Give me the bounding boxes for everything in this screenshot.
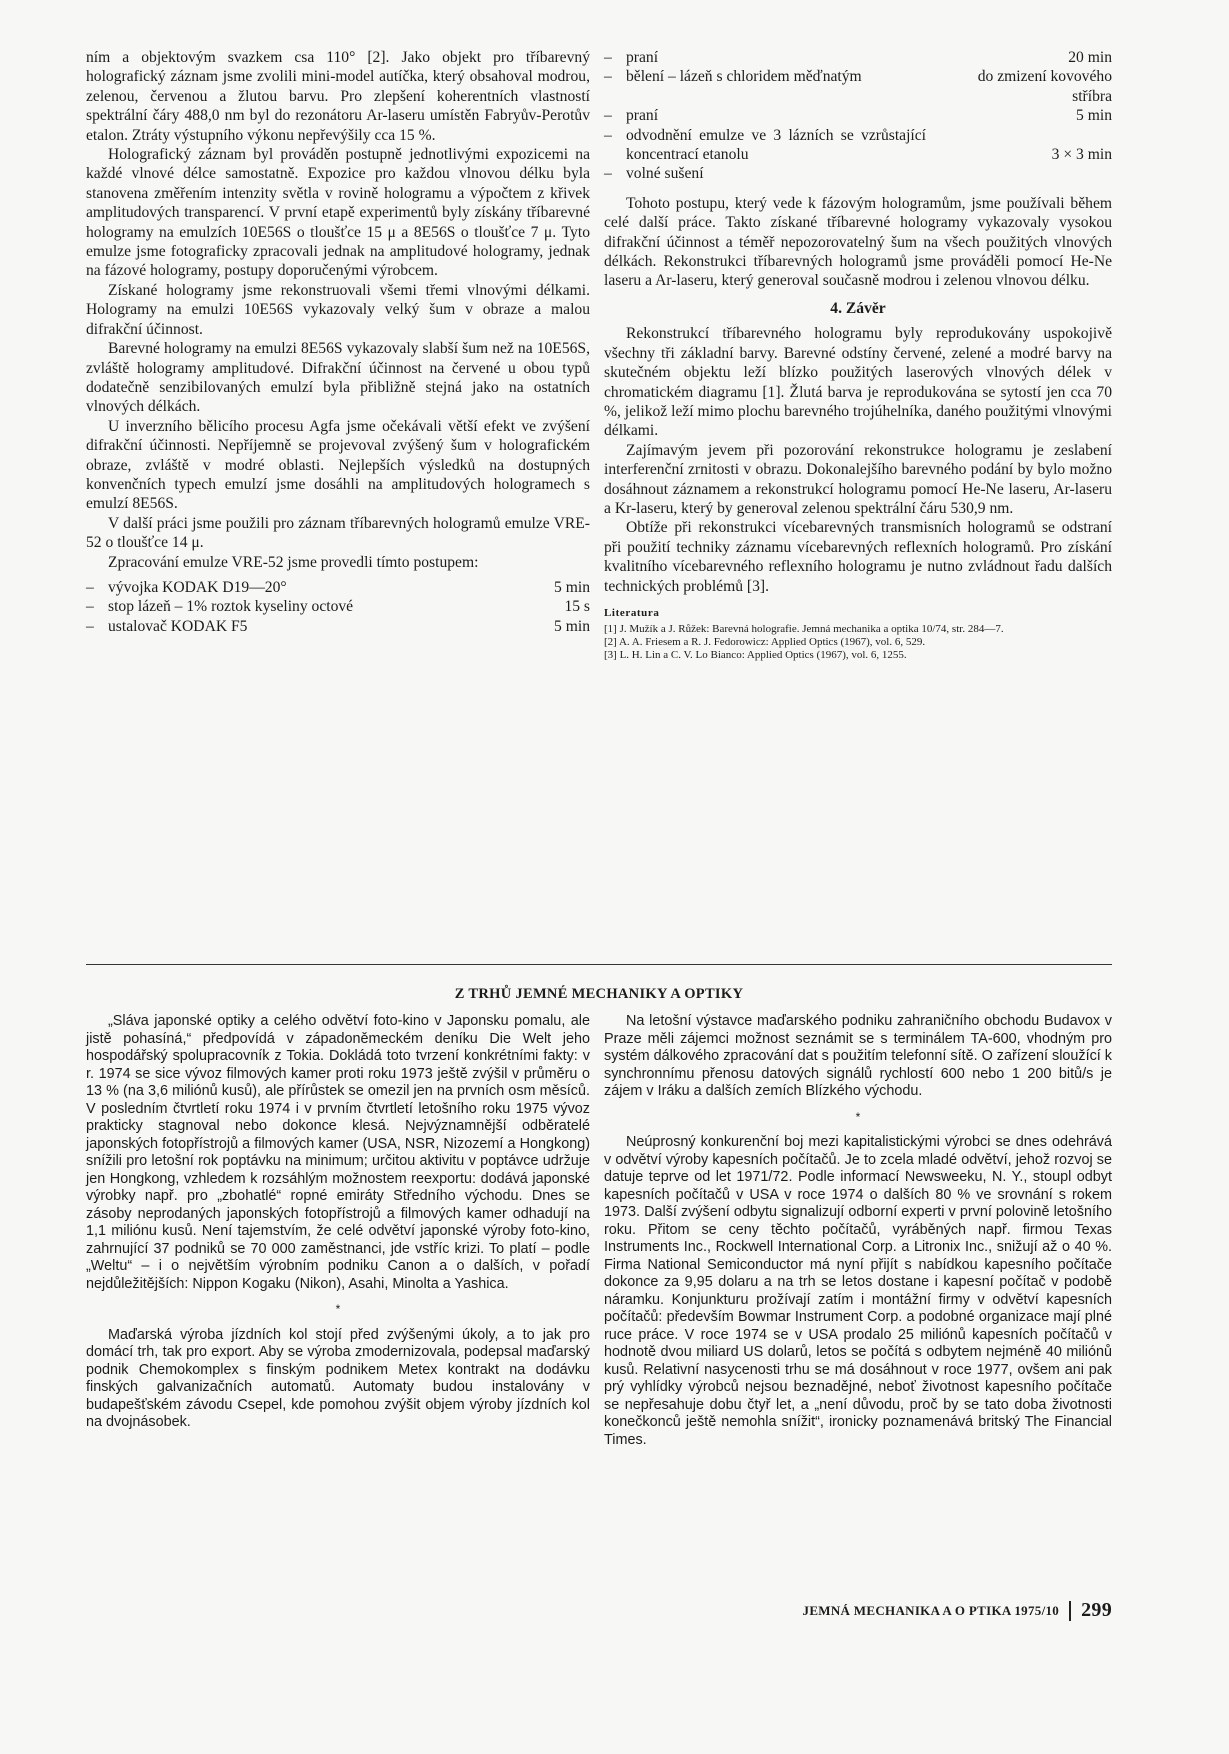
article-right-column [604,48,1112,662]
references-heading: Literatura [604,606,660,619]
process-step: – vývojka KODAK D19—20° 5 min [86,578,590,596]
process-step: – praní 5 min [604,107,1112,125]
section-heading: 4. Závěr [830,299,886,317]
reference-item: [1] J. Mužík a J. Růžek: Barevná holografie. Jemná mechanika a optika 10/74, str. 284—7. [604,623,1004,636]
separator-asterisk: * [335,1302,341,1316]
separator-asterisk: * [855,1109,861,1124]
process-step: – odvodnění emulze ve 3 lázních se vzrůstající koncentrací etanolu 3 × 3 min [604,126,1112,164]
paragraph: Tohoto postupu, který vede k fázovým hologramům, jsme používali během celé další práce. Takto získané tříbarevné hologramy vykazovaly vysokou difrakční účinnost a téměř nepozorovatelný šum na všech použitých vlnových délkách. Rekonstrukci tříbarevných hologramů jsme prováděli pomocí He-Ne laseru a Ar-laseru, který generoval současně modrou i zelenou vlnovou délku. [604,194,1112,290]
process-step: – bělení – lázeň s chloridem měďnatým do zmizení kovového stříbra [604,68,1112,105]
paragraph: U inverzního bělicího procesu Agfa jsme očekávali větší efekt ve zvýšení difrakční účinnosti. Nepříjemně se projevoval zvýšený šum v holografickém obraze, zvláště v modré oblasti. Nejlepších výsledků na dostupných konvenčních typech emulzí jsme dosáhli na amplitudových hologramech s emulzí 8E56S. [86,417,590,513]
article-left-column [86,48,590,636]
news-right-column [604,1013,1112,1449]
process-step: – ustalovač KODAK F5 5 min [86,617,590,635]
paragraph: Získané hologramy jsme rekonstruovali všemi třemi vlnovými délkami. Hologramy na emulzi 10E56S vykazovaly velký šum v obraze a malou difrakční účinnost. [86,281,590,338]
paragraph: Rekonstrukcí tříbarevného hologramu byly reprodukovány uspokojivě všechny tři základní barvy. Barevné odstíny červené, zelené a modré barvy na skutečném objektu leží blízko použitých laserových vlnových délek v chromatickém diagramu [1]. Žlutá barva je reprodukována se sytostí jen cca 70 %, jelikož leží mimo plochu barevného trojúhelníka, daného použitými vlnovými délkami. [604,325,1112,440]
paragraph: Zajímavým jevem při pozorování rekonstrukce hologramu je zeslabení interferenční zrnitosti v obrazu. Dokonalejšího barevného podání by bylo možno dosáhnout záznamem a rekonstrukcí hologramu pomocí He-Ne laseru, Ar-laseru a Kr-laseru, který by generoval zelenou spektrální čáru 530,9 nm. [604,441,1112,517]
news-item: „Sláva japonské optiky a celého odvětví foto-kino v Japonsku pomalu, ale jistě pohasíná,“ předpovídá v západoněmeckém deníku Die Welt jeho hospodářský spolupracovník z Tokia. Dokládá toto tvrzení konkrétními fakty: v r. 1974 se sice vývoz filmových kamer proti roku 1973 ještě zvýšil v průměru o 13 % (na 3,6 miliónů kusů), ale přírůstek se omezil jen na prvních osm měsíců. V posledním čtvrtletí roku 1974 i v prvním čtvrtletí letošního roku 1975 vývoz prakticky stagnoval nebo dokonce klesá. Nejvýznamnější odběratelé japonských fotopřístrojů a filmových kamer (USA, NSR, Nizozemí a Hongkong) snížili pro letošní rok poptávku na minimum; určitou aktivitu v poptávce udržuje jen Hongkong, vzhledem k rozsáhlým možnostem reexportu: dodává japonské výrobky např. pro „zbohatlé“ ropné emiráty Středního východu. Dnes se zásoby neprodaných japonských fotopřístrojů a filmových kamer odhadují na 1,1 miliónu kusů. Není tajemstvím, že celé odvětví japonské výroby foto-kino, zahrnující 37 podniků se 70 000 zaměstnanci, jde vstříc krizi. To platí – podle „Weltu“ – i o největším výrobním podniku Canon a o dalších, v pořadí nejdůležitějších: Nippon Kogaku (Nikon), Asahi, Minolta a Yashica. [86,1013,590,1292]
news-item: Neúprosný konkurenční boj mezi kapitalistickými výrobci se dnes odehrává v odvětví výroby kapesních počítačů. Je to zcela mladé odvětví, jehož rozvoj se datuje teprve od let 1971/72. Podle informací Newsweeku, N. Y., stoupl odbyt kapesních počítačů v USA v roce 1974 o dalších 80 % ve srovnání s rokem 1973. Další zvýšení odbytu signalizují odborní experti v první polovině letošního roku. Přitom se ceny těchto počítačů, vyráběných např. firmou Texas Instruments Inc., Rockwell International Corp. a Litronix Inc., snižují až o 40 %. Firma National Semiconductor má nyní přijít s nabídkou kapesního počítače dokonce za 9,95 dolaru a na trh se letos dostane i kapesní počítač v podobě náramku. Konjunkturu prožívají zatím i montážní firmy v odvětví kapesních počítačů: především Bowmar Instrument Corp. a podobné organizace mají plné ruce práce. V roce 1974 se v USA prodalo 25 miliónů kapesních počítačů v hodnotě dvou miliard US dolarů, letos se počítá s odbytem nejméně 40 miliónů kusů. Relativní nasycenosti trhu se má dosáhnout v roce 1977, ovšem ani pak prý vyhlídky výrobců nejsou beznadějné, neboť životnost kapesního počítače se nepřesahuje dobu čtyř let, a „není důvodu, proč by se tato doba životnosti konečkonců ještě nemohla snížit“, ironicky poznamenává britský The Financial Times. [604,1134,1112,1448]
footer-divider [1069,1601,1071,1621]
news-item: Maďarská výroba jízdních kol stojí před zvýšenými úkoly, a to jak pro domácí trh, tak pro export. Aby se výroba zmodernizovala, podepsal maďarský podnik Chemokomplex s finským podnikem Metex kontrakt na dodávku finských galvanizačních automatů. Automaty budou instalovány v budapešťském závodu Csepel, kde pomohou zvýšit objem výroby jízdních kol na dvojnásobek. [86,1326,590,1430]
paragraph: Obtíže při rekonstrukci vícebarevných transmisních hologramů se odstraní při použití techniky záznamu vícebarevných reflexních hologramů. Pro získání kvalitního vícebarevného reflexního hologramu je nutno zvládnout řadu dalších technických problémů [3]. [604,519,1112,595]
journal-name: JEMNÁ MECHANIKA A O PTIKA 1975/10 [802,1602,1060,1618]
page-footer [803,1599,1112,1622]
news-left-column [86,1013,590,1432]
paragraph: ním a objektovým svazkem csa 110° [2]. Jako objekt pro tříbarevný holografický záznam jsme zvolili mini-model autíčka, který obsahoval modrou, zelenou, červenou a žlutou barvu. Pro zlepšení koherentních vlastností spektrální čáry 488,0 nm byl do rezonátoru Ar-laseru umístěn Fabryův-Perotův etalon. Ztráty výstupního výkonu nepřevýšily cca 15 %. [86,49,590,144]
paragraph: Barevné hologramy na emulzi 8E56S vykazovaly slabší šum než na 10E56S, zvláště hologramy amplitudové. Difrakční účinnost na červené u obou typů dodatečně senzibilovaných emulzí byla přibližně stejná jako na ostatních vlnových délkách. [86,340,590,416]
page-number: 299 [1081,1599,1112,1621]
references-list [604,623,1112,662]
reference-item: [3] L. H. Lin a C. V. Lo Bianco: Applied Optics (1967), vol. 6, 1255. [604,649,907,662]
process-steps-list [86,578,590,636]
reference-item: [2] A. A. Friesem a R. J. Fedorowicz: Applied Optics (1967), vol. 6, 529. [604,636,926,649]
paragraph: Zpracování emulze VRE-52 jsme provedli tímto postupem: [108,553,479,571]
paragraph: Holografický záznam byl prováděn postupně jednotlivými expozicemi na každé vlnové délce samostatně. Expozice pro každou vlnovou délku byla stanovena změřením intenzity světla v rovině hologramu a výpočtem z křivek amplitudových transparencí. V první etapě experimentů byly získány tříbarevné hologramy na emulzích 10E56S o tloušťce 15 μ a 8E56S o tloušťce 7 μ. Tyto emulze jsme fotograficky zpracovali jednak na amplitudové hologramy, jednak na fázové hologramy, postupy doporučenými výrobcem. [86,146,590,280]
paragraph: V další práci jsme použili pro záznam tříbarevných hologramů emulze VRE-52 o tloušťce 14 μ. [86,514,590,552]
news-item: Na letošní výstavce maďarského podniku zahraničního obchodu Budavox v Praze měli zájemci možnost seznámit se s terminálem TA-600, vhodným pro systém dálkového zpracování dat s použitím telefonní sítě. O zařízení sloužící k synchronnímu přenosu datových signálů rychlostí 600 nebo 1 200 bitů/s je zájem v Iráku a dalších zemích Blízkého východu. [604,1013,1112,1099]
section-divider [86,964,1112,965]
process-step: – praní 20 min [604,49,1112,66]
process-step: – stop lázeň – 1% roztok kyseliny octové 15 s [86,598,590,616]
news-section-title: Z TRHŮ JEMNÉ MECHANIKY A OPTIKY [454,986,744,1002]
process-step: – volné sušení [604,165,704,183]
process-steps-list [604,48,1112,184]
